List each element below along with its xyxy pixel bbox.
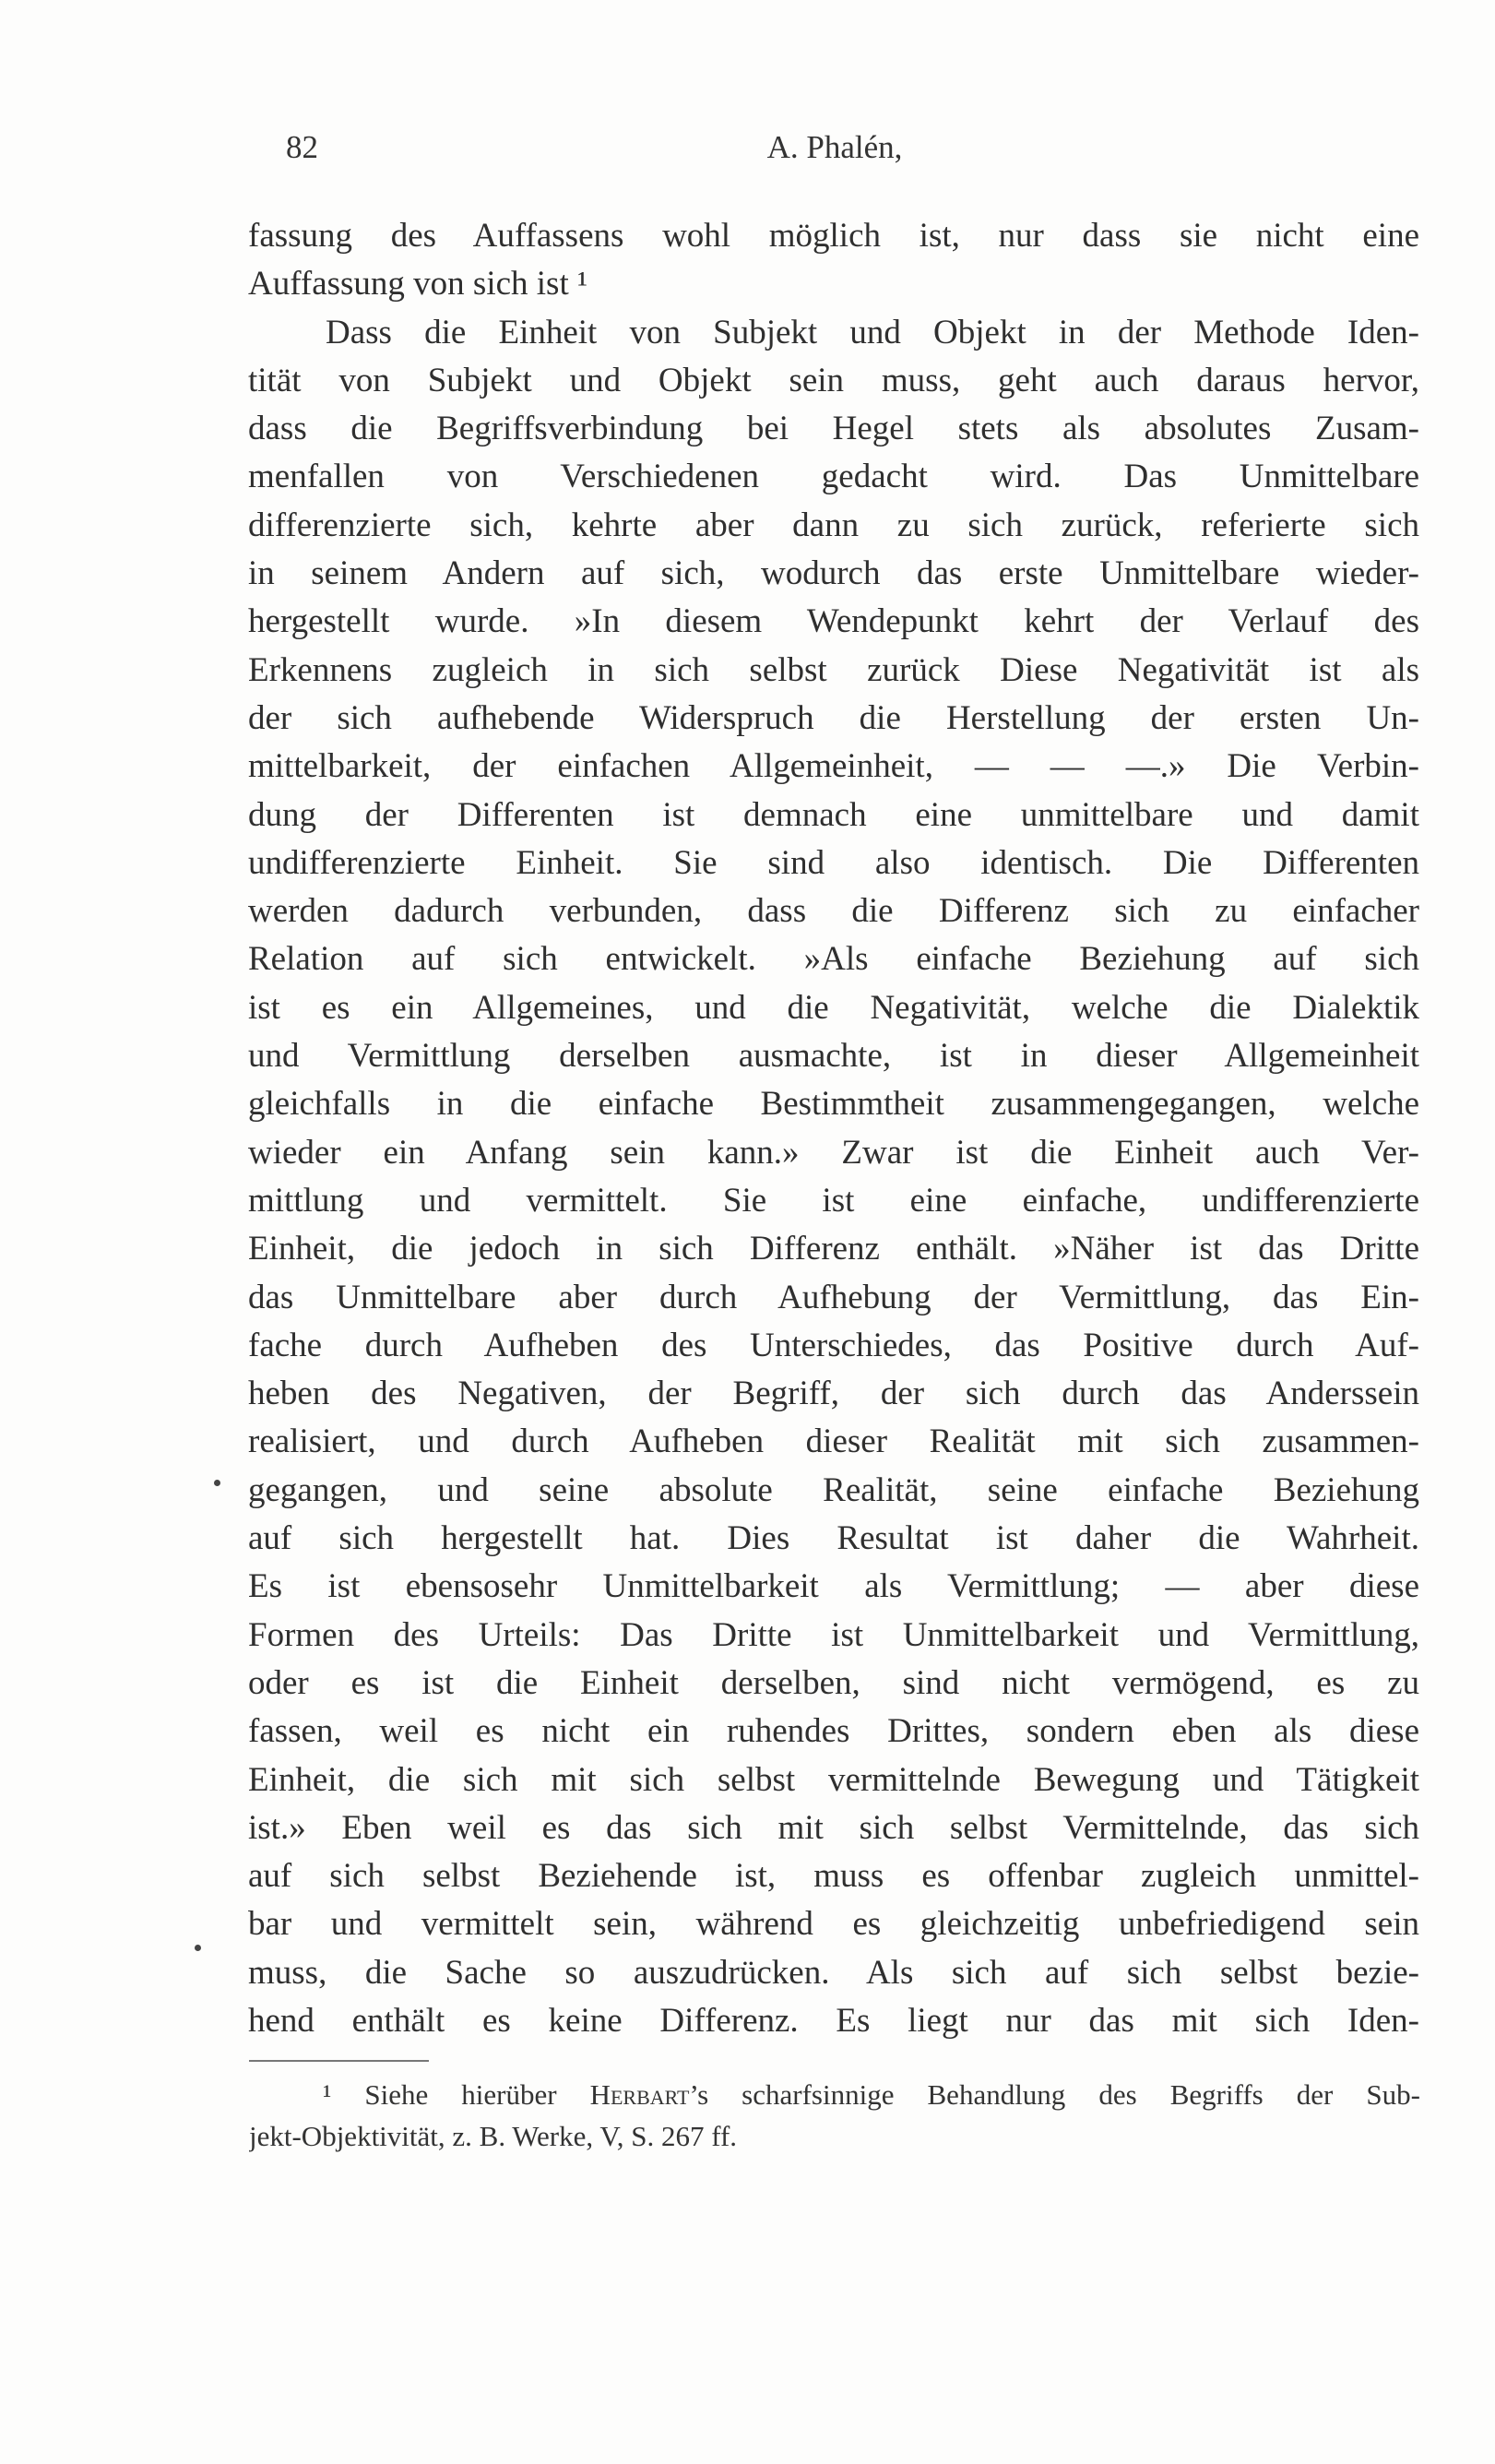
text-line: dass die Begriffsverbindung bei Hegel stets als absolutes Zusam- bbox=[248, 410, 1419, 448]
text-line: wieder ein Anfang sein kann.» Zwar ist die Einheit auch Ver- bbox=[248, 1133, 1419, 1172]
text-line: bar und vermittelt sein, während es gleichzeitig unbefriedigend sein bbox=[248, 1905, 1419, 1944]
text-line: Erkennens zugleich in sich selbst zurück Diese Negativität ist als bbox=[248, 650, 1419, 689]
text-line: Relation auf sich entwickelt. »Als einfache Beziehung auf sich bbox=[248, 940, 1419, 979]
text-line: undifferenzierte Einheit. Sie sind also identisch. Die Differenten bbox=[248, 843, 1419, 882]
text-line: mittlung und vermittelt. Sie ist eine einfache, undifferenzierte bbox=[248, 1181, 1419, 1220]
text-line: Einheit, die jedoch in sich Differenz enthält. »Näher ist das Dritte bbox=[248, 1230, 1419, 1268]
text-line: auf sich selbst Beziehende ist, muss es offenbar zugleich unmittel- bbox=[248, 1857, 1419, 1896]
text-line: Es ist ebensosehr Unmittelbarkeit als Vermittlung; — aber diese bbox=[248, 1567, 1419, 1606]
footnote-text: ’s scharfsinnige Behandlung des Begriffs der Sub- bbox=[689, 2078, 1420, 2111]
text-line: gegangen, und seine absolute Realität, seine einfache Beziehung bbox=[248, 1470, 1419, 1509]
text-line: fassung des Auffassens wohl möglich ist, nur dass sie nicht eine bbox=[248, 217, 1419, 255]
body-text bbox=[248, 212, 1419, 2045]
text-line: tität von Subjekt und Objekt sein muss, geht auch daraus hervor, bbox=[248, 361, 1419, 399]
text-line: Einheit, die sich mit sich selbst vermittelnde Bewegung und Tätigkeit bbox=[248, 1760, 1419, 1799]
footnote-author: Herbart bbox=[589, 2078, 690, 2111]
running-title: A. Phalén, bbox=[766, 129, 903, 165]
footnote-line bbox=[249, 2074, 1420, 2115]
text-line: muss, die Sache so auszudrücken. Als sich auf sich selbst bezie- bbox=[248, 1953, 1419, 1992]
text-line: oder es ist die Einheit derselben, sind nicht vermögend, es zu bbox=[248, 1663, 1419, 1702]
margin-dot-mark bbox=[214, 1480, 220, 1486]
text-line: Dass die Einheit von Subjekt und Objekt in der Methode Iden- bbox=[326, 313, 1419, 351]
page-number: 82 bbox=[286, 129, 318, 165]
running-head bbox=[249, 129, 1420, 173]
footnote bbox=[249, 2074, 1420, 2157]
text-line: Formen des Urteils: Das Dritte ist Unmittelbarkeit und Vermittlung, bbox=[248, 1615, 1419, 1654]
text-line: hergestellt wurde. »In diesem Wendepunkt kehrt der Verlauf des bbox=[248, 602, 1419, 641]
text-line: heben des Negativen, der Begriff, der sich durch das Anderssein bbox=[248, 1375, 1419, 1413]
text-line: gleichfalls in die einfache Bestimmtheit zusammengegangen, welche bbox=[248, 1085, 1419, 1124]
text-line: fassen, weil es nicht ein ruhendes Drittes, sondern eben als diese bbox=[248, 1712, 1419, 1751]
footnote-line: jekt-Objektivität, z. B. Werke, V, S. 267 ff. bbox=[249, 2120, 738, 2152]
text-line: realisiert, und durch Aufheben dieser Realität mit sich zusammen- bbox=[248, 1422, 1419, 1461]
text-line: ist es ein Allgemeines, und die Negativität, welche die Dialektik bbox=[248, 988, 1419, 1027]
text-line: Auffassung von sich ist ¹ bbox=[248, 265, 588, 304]
text-line: in seinem Andern auf sich, wodurch das erste Unmittelbare wieder- bbox=[248, 554, 1419, 593]
text-line: der sich aufhebende Widerspruch die Herstellung der ersten Un- bbox=[248, 698, 1419, 737]
footnote-text: Siehe hierüber bbox=[364, 2078, 557, 2111]
margin-dot-mark bbox=[195, 1945, 201, 1951]
text-line: dung der Differenten ist demnach eine unmittelbare und damit bbox=[248, 795, 1419, 834]
text-line: differenzierte sich, kehrte aber dann zu sich zurück, referierte sich bbox=[248, 506, 1419, 544]
footnote-marker: ¹ bbox=[323, 2078, 332, 2111]
text-line: und Vermittlung derselben ausmachte, ist in dieser Allgemeinheit bbox=[248, 1037, 1419, 1076]
text-line: hend enthält es keine Differenz. Es liegt nur das mit sich Iden- bbox=[248, 2001, 1419, 2040]
text-line: menfallen von Verschiedenen gedacht wird. Das Unmittelbare bbox=[248, 458, 1419, 496]
text-line: auf sich hergestellt hat. Dies Resultat ist daher die Wahrheit. bbox=[248, 1519, 1419, 1558]
footnote-rule bbox=[249, 2060, 429, 2062]
text-line: fache durch Aufheben des Unterschiedes, das Positive durch Auf- bbox=[248, 1326, 1419, 1364]
text-line: ist.» Eben weil es das sich mit sich selbst Vermittelnde, das sich bbox=[248, 1808, 1419, 1847]
text-line: werden dadurch verbunden, dass die Differenz sich zu einfacher bbox=[248, 892, 1419, 931]
text-line: das Unmittelbare aber durch Aufhebung der Vermittlung, das Ein- bbox=[248, 1278, 1419, 1316]
text-line: mittelbarkeit, der einfachen Allgemeinheit, — — —.» Die Verbin- bbox=[248, 747, 1419, 786]
